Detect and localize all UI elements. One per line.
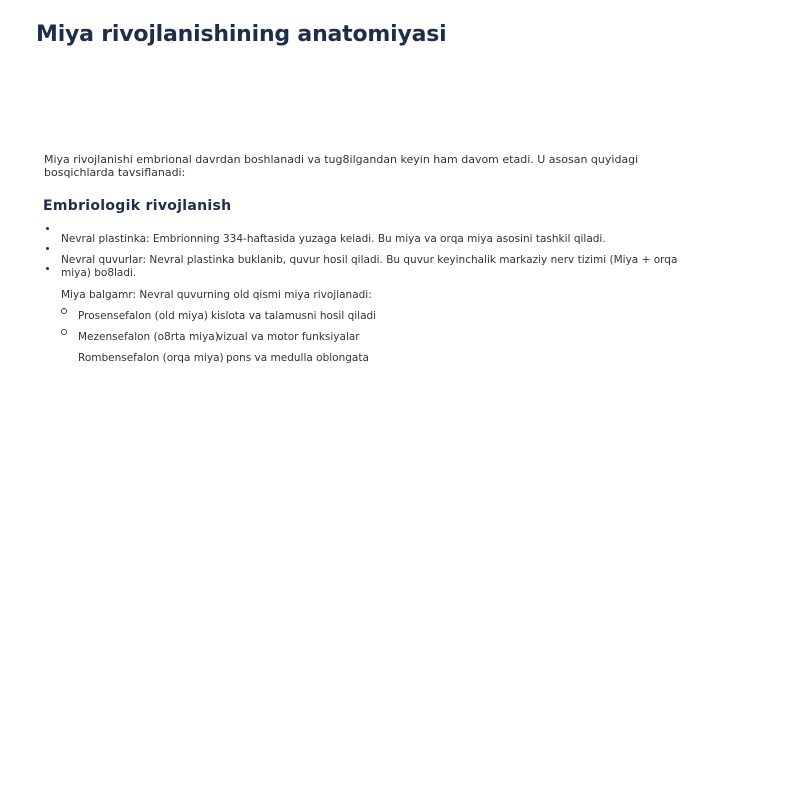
- sub-bullet-circle: [61, 308, 67, 314]
- sub-item-desc: pons va medulla oblongata: [226, 352, 369, 364]
- sub-item-label: Prosensefalon (old miya): [78, 310, 208, 322]
- list-item-miya-bolgamlari: Miya balgamr: Nevral quvurning old qismi miya rivojlanadi:: [61, 289, 372, 301]
- sub-item-desc: vizual va motor funksiyalar: [217, 331, 360, 343]
- bullet-dot: [46, 227, 49, 230]
- intro-paragraph: Miya rivojlanishi embrional davrdan boshlanadi va tug8ilgandan keyin ham davom etadi. U asosan quyidagi bosqichlarda tavsiflanadi:: [44, 153, 639, 179]
- bullet-dot: [46, 247, 49, 250]
- sub-item-label: Rombensefalon (orqa miya): [78, 352, 224, 364]
- page-title: Miya rivojlanishining anatomiyasi: [36, 22, 447, 47]
- sub-item-desc: kislota va talamusni hosil qiladi: [211, 310, 377, 322]
- list-item-nevral-quvurlar: Nevral quvurlar: Nevral plastinka buklanib, quvur hosil qiladi. Bu quvur keyinchalik markaziy nerv tizimi (Miya + orqa miya) bo8ladi.: [61, 254, 678, 279]
- list-item-nevral-plastinka: Nevral plastinka: Embrionning 334-haftasida yuzaga keladi. Bu miya va orqa miya asosini tashkil qiladi.: [61, 233, 606, 245]
- sub-bullet-circle: [61, 329, 67, 335]
- bullet-dot: [46, 267, 49, 270]
- sub-item-label: Mezensefalon (o8rta miya): [78, 331, 219, 343]
- section-heading: Embriologik rivojlanish: [43, 198, 232, 214]
